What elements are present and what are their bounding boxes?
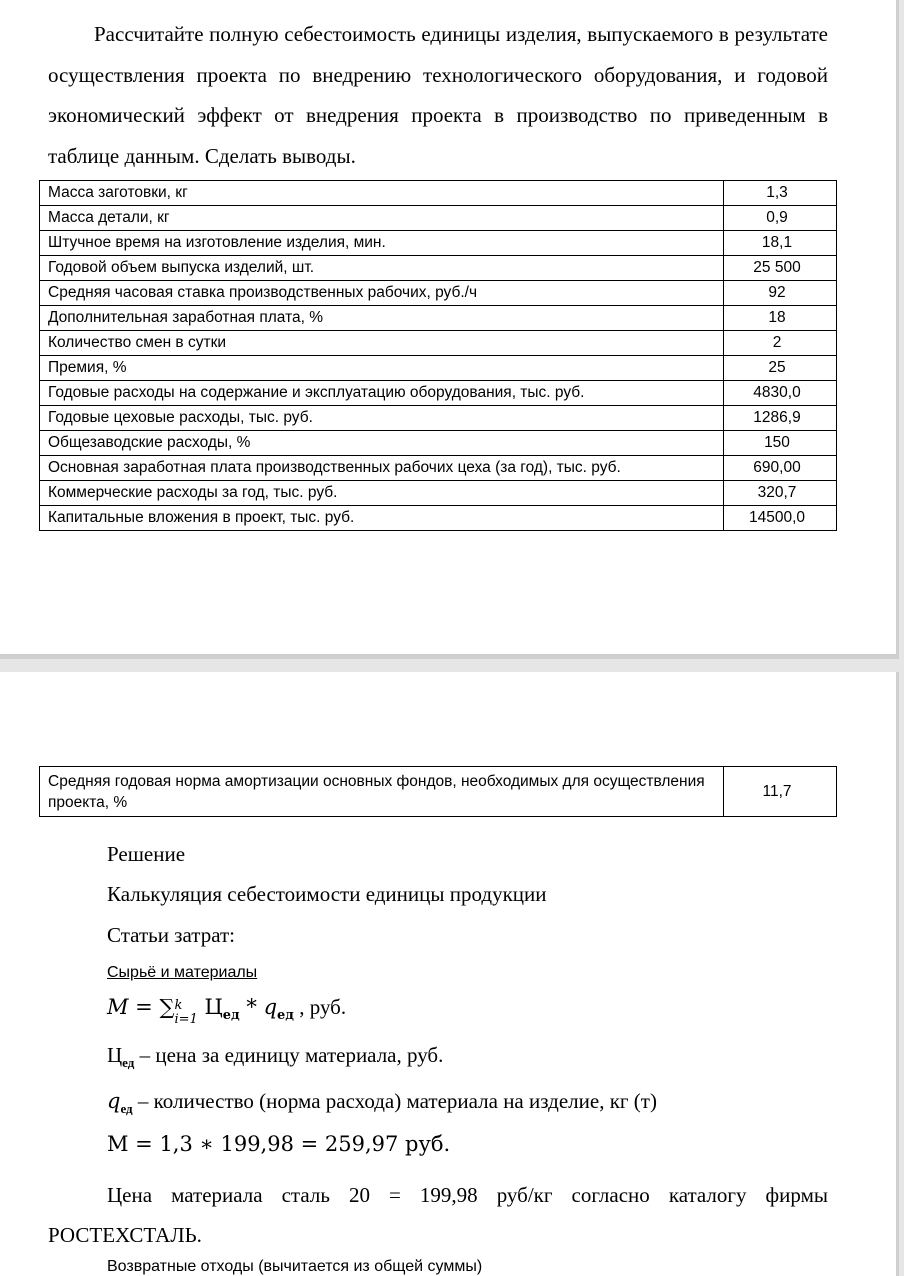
material-cost-calculation: M = 1,3 ∗ 199,98 = 259,97 руб. [107,1132,451,1156]
cost-items-heading: Статьи затрат: [107,923,235,947]
row-label: Количество смен в сутки [40,331,724,356]
steel-price-note: Цена материала сталь 20 = 199,98 руб/кг согласно каталогу фирмы РОСТЕХСТАЛЬ. [48,1183,828,1247]
input-data-table [39,180,837,531]
returnable-waste-heading: Возвратные отходы (вычитается из общей суммы) [107,1258,483,1275]
row-value: 150 [724,431,837,456]
page-shadow [896,0,899,659]
raw-materials-heading: Сырьё и материалы [107,964,258,981]
quantity-definition: $q_{ед}$ – количество (норма расхода) материала на изделие, кг (т) [107,1089,657,1116]
row-value: 2 [724,331,837,356]
table-row [40,206,837,231]
table-row [40,256,837,281]
table-row [40,456,837,481]
page-shadow [0,654,898,659]
table-row [40,231,837,256]
table-row [40,306,837,331]
row-label: Годовой объем выпуска изделий, шт. [40,256,724,281]
row-value: 0,9 [724,206,837,231]
table-row [40,406,837,431]
row-value: 320,7 [724,481,837,506]
row-value: 25 [724,356,837,381]
row-label: Средняя часовая ставка производственных рабочих, руб./ч [40,281,724,306]
depreciation-table [39,766,837,817]
table-row [40,767,837,817]
table-row [40,281,837,306]
task-text: Рассчитайте полную себестоимость единицы изделия, выпускаемого в результате осуществления проекта по внедрению технологического оборудования, и годовой экономический эффект от внедрения проекта в производство по приведенным в таблице данным. Сделать выводы. [48,22,828,168]
row-label: Премия, % [40,356,724,381]
row-label: Масса заготовки, кг [40,181,724,206]
solution-heading: Решение [107,842,186,866]
row-label: Коммерческие расходы за год, тыс. руб. [40,481,724,506]
table-row [40,181,837,206]
row-label: Капитальные вложения в проект, тыс. руб. [40,506,724,531]
row-value: 690,00 [724,456,837,481]
row-label: Масса детали, кг [40,206,724,231]
table-row [40,331,837,356]
row-value: 18,1 [724,231,837,256]
row-label: Основная заработная плата производственных рабочих цеха (за год), тыс. руб. [40,456,724,481]
table-row [40,431,837,456]
row-value: 18 [724,306,837,331]
row-label: Штучное время на изготовление изделия, мин. [40,231,724,256]
price-definition: $Ц_{ед}$ – цена за единицу материала, руб. [107,1043,444,1070]
material-cost-formula: M = ∑k i=1 $Ц_{ед} * q_{ед}$ , руб. [107,995,347,1027]
row-value: 11,7 [724,767,837,817]
table-row [40,506,837,531]
row-label: Общезаводские расходы, % [40,431,724,456]
row-value: 1286,9 [724,406,837,431]
table-row [40,381,837,406]
row-label: Годовые цеховые расходы, тыс. руб. [40,406,724,431]
table-row [40,481,837,506]
row-value: 4830,0 [724,381,837,406]
row-label: Средняя годовая норма амортизации основных фондов, необходимых для осуществления проекта, % [40,767,724,817]
row-label: Годовые расходы на содержание и эксплуатацию оборудования, тыс. руб. [40,381,724,406]
row-value: 25 500 [724,256,837,281]
row-value: 14500,0 [724,506,837,531]
costing-heading: Калькуляция себестоимости единицы продукции [107,882,547,906]
row-label: Дополнительная заработная плата, % [40,306,724,331]
row-value: 92 [724,281,837,306]
row-value: 1,3 [724,181,837,206]
table-row [40,356,837,381]
page-shadow [896,672,899,1276]
